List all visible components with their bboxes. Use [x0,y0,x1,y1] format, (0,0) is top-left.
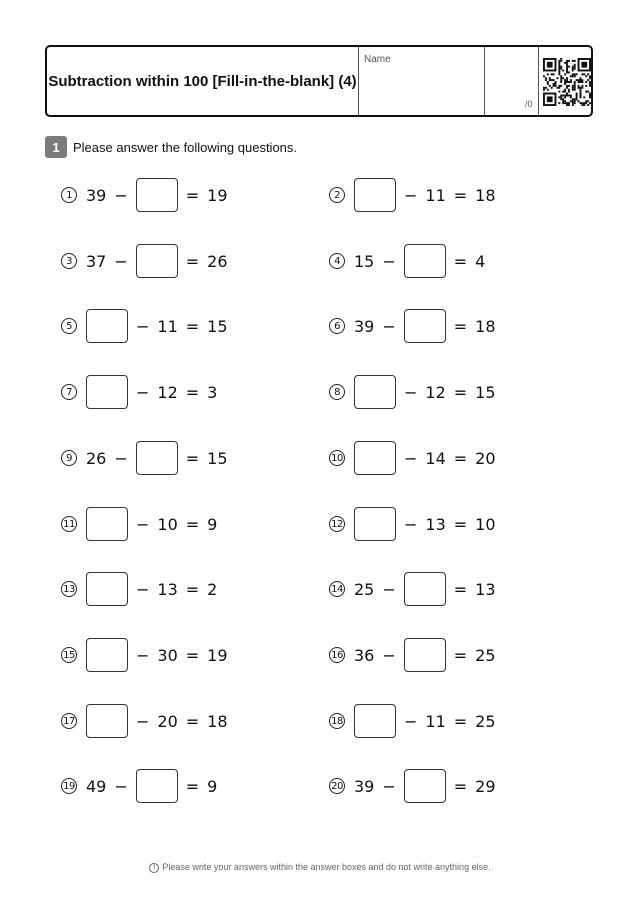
minus-sign: − [136,316,150,336]
number-token: 2 [207,579,218,599]
problem-item [61,703,228,739]
answer-box[interactable] [354,507,396,541]
answer-box[interactable] [404,244,446,278]
problem-number: 17 [61,713,77,729]
minus-sign: − [136,514,150,534]
number-token: 18 [207,711,228,731]
problem-item [61,637,228,673]
number-token: 19 [207,645,228,665]
problem-item [329,308,496,344]
number-token: 30 [157,645,178,665]
minus-sign: − [136,579,150,599]
number-token: 39 [354,316,375,336]
problem-item [329,768,496,804]
number-token: 20 [475,448,496,468]
number-token: 15 [207,316,228,336]
answer-box[interactable] [354,704,396,738]
problem-item [329,637,496,673]
number-token: 11 [425,185,446,205]
equals-sign: = [453,514,468,534]
number-token: 10 [475,514,496,534]
section-heading [45,136,297,158]
problem-item [61,571,217,607]
equals-sign: = [185,776,200,796]
minus-sign: − [136,382,150,402]
problem-number: 6 [329,318,345,334]
minus-sign: − [382,316,396,336]
answer-box[interactable] [136,769,178,803]
problem-item [329,374,496,410]
problem-number: 14 [329,581,345,597]
equals-sign: = [453,185,468,205]
problem-number: 8 [329,384,345,400]
answer-box[interactable] [86,704,128,738]
number-token: 13 [425,514,446,534]
number-token: 9 [207,776,218,796]
score-label: /0 [525,99,533,109]
header-divider [538,47,539,115]
answer-box[interactable] [404,572,446,606]
number-token: 10 [157,514,178,534]
minus-sign: − [404,382,418,402]
minus-sign: − [114,448,128,468]
info-icon: ! [149,863,159,873]
answer-box[interactable] [404,638,446,672]
number-token: 37 [86,251,107,271]
footer-text: Please write your answers within the answer boxes and do not write anything else. [162,862,491,872]
problem-number: 15 [61,647,77,663]
header-divider [484,47,485,115]
problem-item [61,177,228,213]
equals-sign: = [453,448,468,468]
minus-sign: − [404,711,418,731]
number-token: 14 [425,448,446,468]
answer-box[interactable] [136,244,178,278]
number-token: 13 [157,579,178,599]
number-token: 18 [475,185,496,205]
answer-box[interactable] [86,507,128,541]
problem-item [61,768,217,804]
problem-item [329,571,496,607]
answer-box[interactable] [86,309,128,343]
problem-number: 11 [61,516,77,532]
minus-sign: − [136,711,150,731]
problem-number: 9 [61,450,77,466]
number-token: 11 [425,711,446,731]
answer-box[interactable] [86,638,128,672]
section-number: 1 [45,136,67,158]
problem-number: 16 [329,647,345,663]
answer-box[interactable] [136,441,178,475]
problem-number: 7 [61,384,77,400]
footer-note [0,862,640,873]
answer-box[interactable] [354,178,396,212]
answer-box[interactable] [404,309,446,343]
minus-sign: − [114,776,128,796]
qr-code-icon [543,58,591,111]
problem-number: 19 [61,778,77,794]
problem-number: 5 [61,318,77,334]
equals-sign: = [185,579,200,599]
equals-sign: = [453,711,468,731]
number-token: 36 [354,645,375,665]
number-token: 20 [157,711,178,731]
problem-number: 4 [329,253,345,269]
number-token: 15 [475,382,496,402]
answer-box[interactable] [354,375,396,409]
answer-box[interactable] [86,375,128,409]
number-token: 29 [475,776,496,796]
equals-sign: = [453,776,468,796]
equals-sign: = [185,448,200,468]
problem-item [329,440,496,476]
problem-item [329,506,496,542]
problem-item [61,506,217,542]
problem-item [61,308,228,344]
problem-item [61,243,228,279]
number-token: 11 [157,316,178,336]
equals-sign: = [185,382,200,402]
minus-sign: − [404,448,418,468]
number-token: 49 [86,776,107,796]
header-divider [358,47,359,115]
equals-sign: = [185,514,200,534]
number-token: 18 [475,316,496,336]
number-token: 25 [354,579,375,599]
problem-number: 1 [61,187,77,203]
minus-sign: − [382,645,396,665]
equals-sign: = [185,316,200,336]
minus-sign: − [136,645,150,665]
equals-sign: = [185,645,200,665]
equals-sign: = [185,711,200,731]
minus-sign: − [404,514,418,534]
equals-sign: = [185,185,200,205]
problem-number: 18 [329,713,345,729]
section-instruction: Please answer the following questions. [73,139,298,155]
equals-sign: = [453,382,468,402]
worksheet-header [45,45,593,117]
number-token: 15 [207,448,228,468]
problem-item [329,177,496,213]
problem-item [329,703,496,739]
minus-sign: − [382,776,396,796]
problem-number: 2 [329,187,345,203]
equals-sign: = [453,645,468,665]
number-token: 26 [86,448,107,468]
minus-sign: − [382,251,396,271]
equals-sign: = [185,251,200,271]
equals-sign: = [453,579,468,599]
number-token: 3 [207,382,218,402]
number-token: 19 [207,185,228,205]
number-token: 15 [354,251,375,271]
problem-number: 10 [329,450,345,466]
minus-sign: − [404,185,418,205]
problem-item [329,243,485,279]
answer-box[interactable] [136,178,178,212]
minus-sign: − [114,185,128,205]
number-token: 25 [475,645,496,665]
answer-box[interactable] [404,769,446,803]
worksheet-title: Subtraction within 100 [Fill-in-the-blank] (4) [48,72,357,90]
name-label: Name [364,54,391,65]
problem-number: 13 [61,581,77,597]
number-token: 4 [475,251,486,271]
number-token: 13 [475,579,496,599]
number-token: 26 [207,251,228,271]
number-token: 39 [354,776,375,796]
problem-item [61,440,228,476]
minus-sign: − [114,251,128,271]
problem-number: 12 [329,516,345,532]
problem-number: 20 [329,778,345,794]
problem-item [61,374,217,410]
number-token: 12 [425,382,446,402]
number-token: 9 [207,514,218,534]
equals-sign: = [453,316,468,336]
answer-box[interactable] [354,441,396,475]
equals-sign: = [453,251,468,271]
problem-number: 3 [61,253,77,269]
number-token: 25 [475,711,496,731]
number-token: 39 [86,185,107,205]
minus-sign: − [382,579,396,599]
answer-box[interactable] [86,572,128,606]
number-token: 12 [157,382,178,402]
